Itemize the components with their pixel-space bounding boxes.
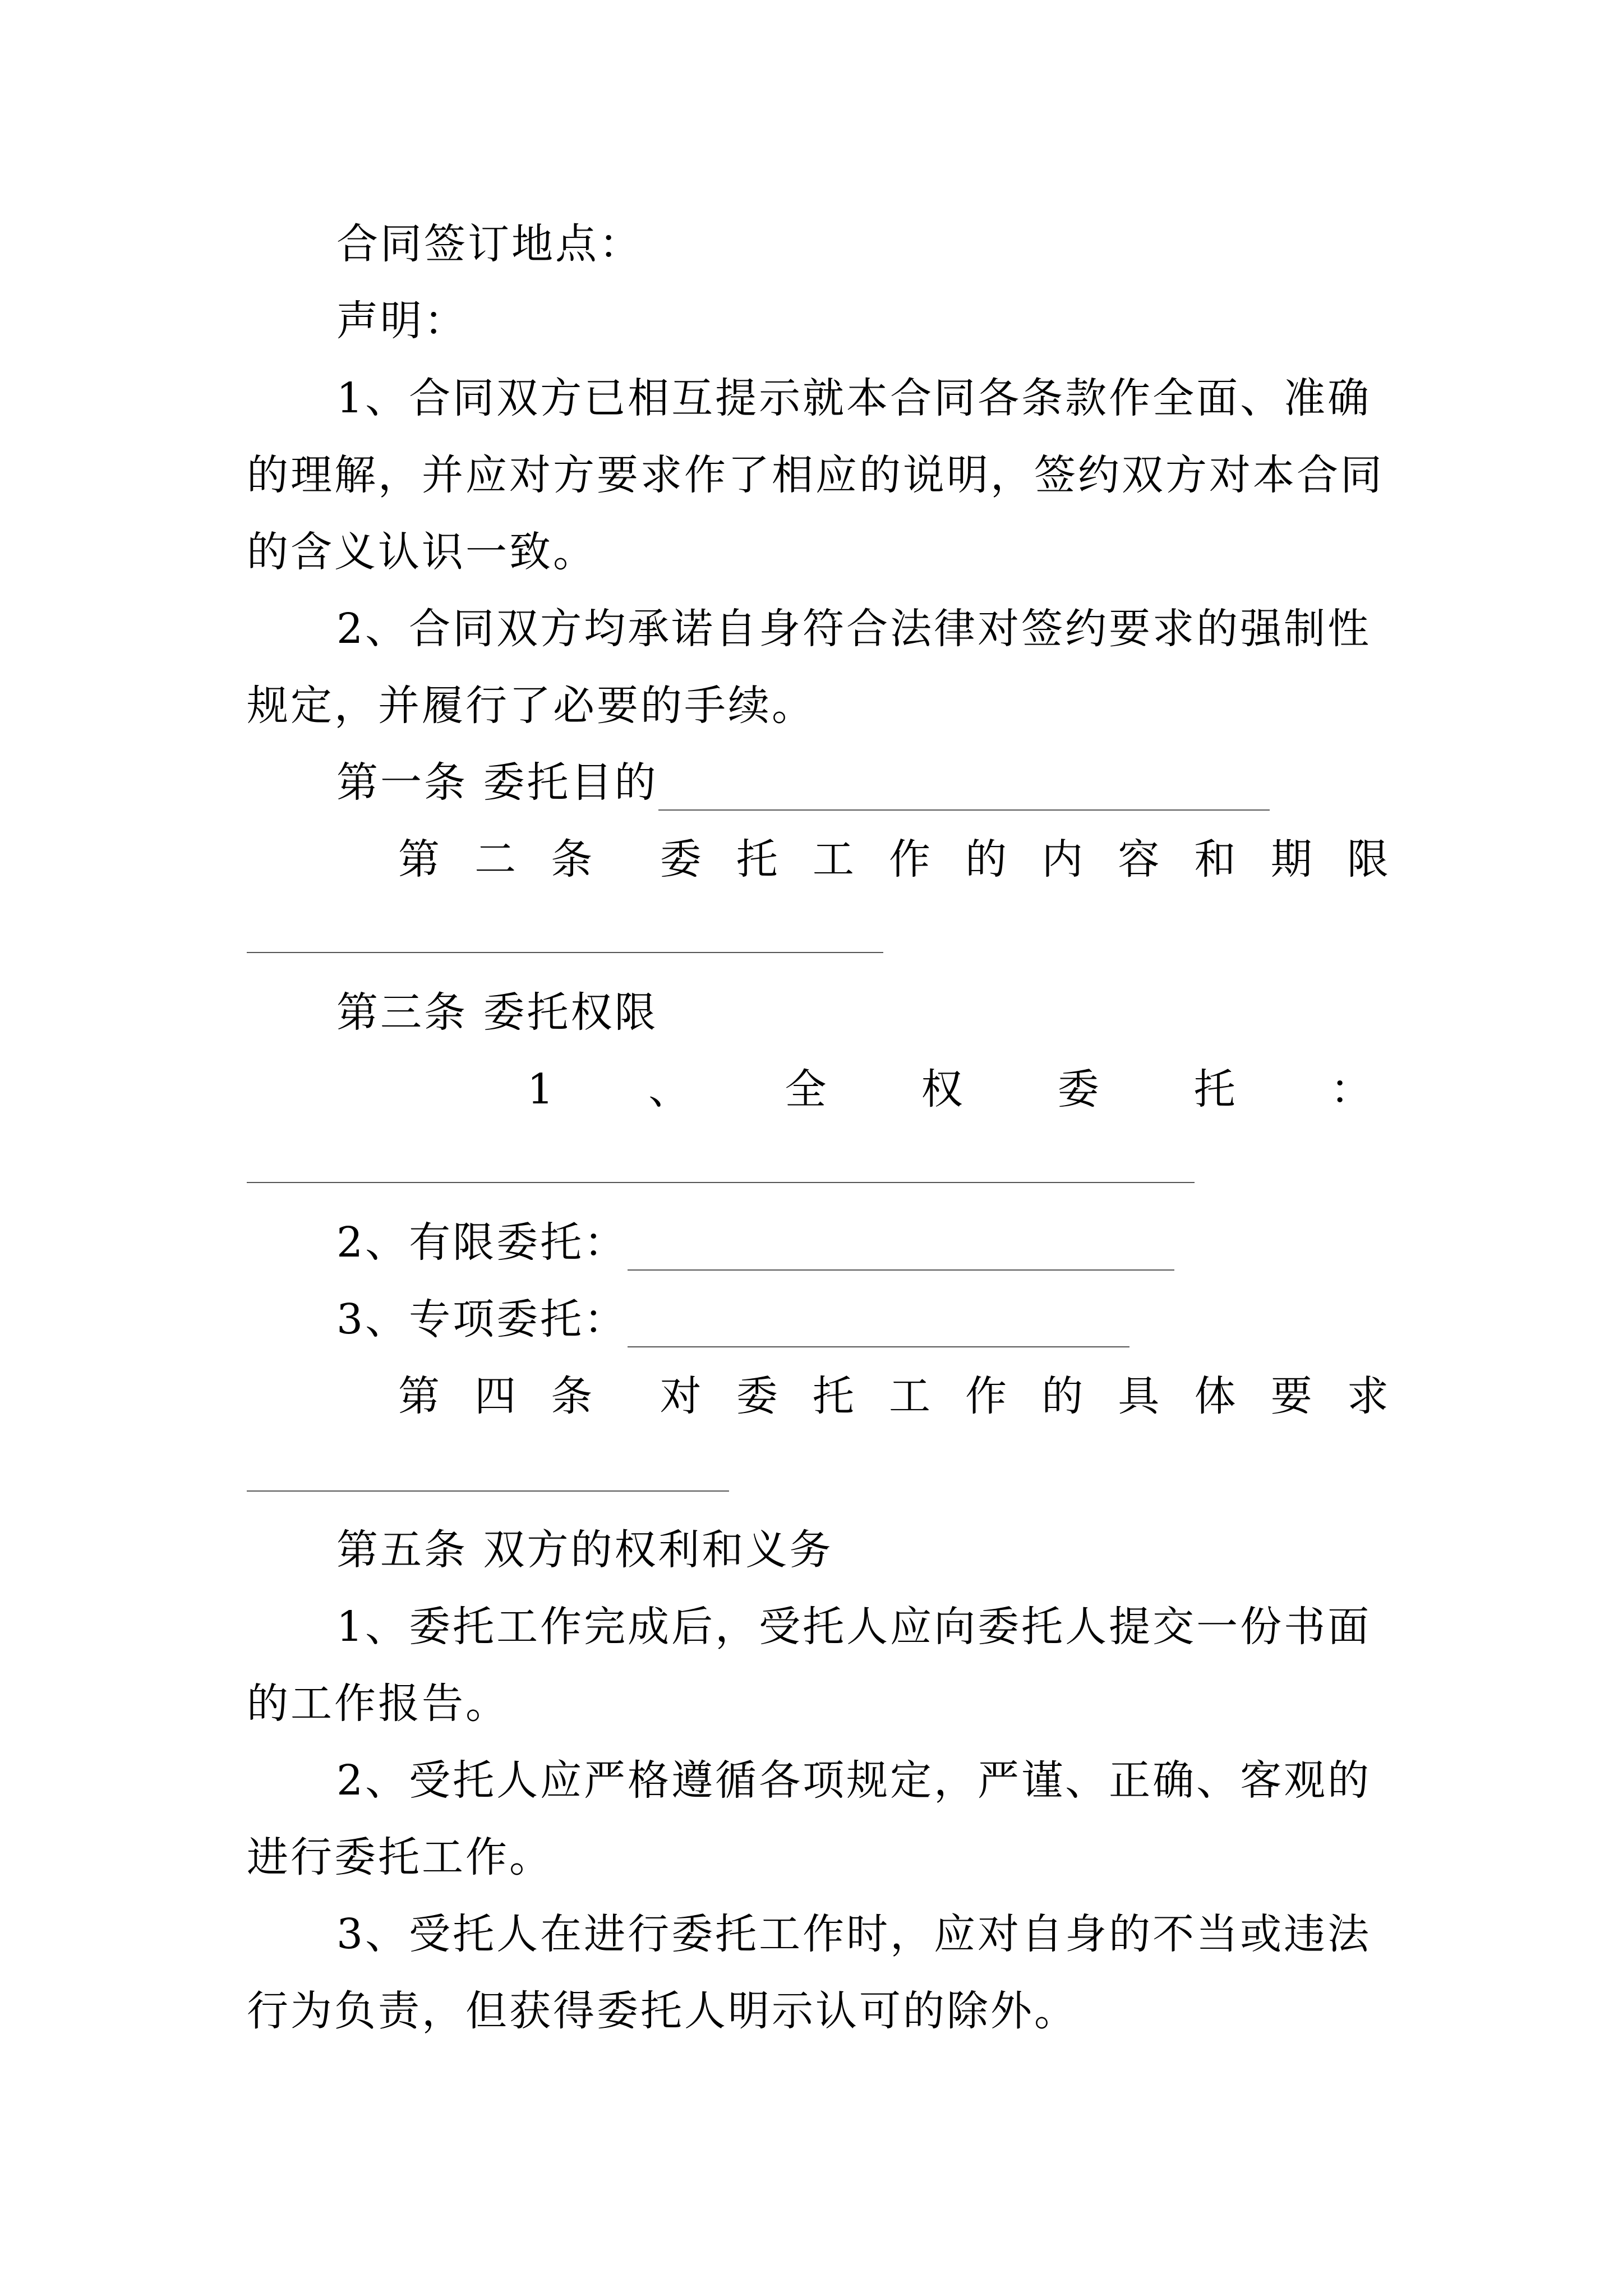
special-authorization-label: 3、专项委托： xyxy=(336,1295,628,1343)
limited-authorization-row xyxy=(336,1214,1391,1271)
signing-place-label: 合同签订地点： xyxy=(336,220,643,268)
full-authorization-row: 1 、 全 权 委 托 ： xyxy=(527,1065,1374,1114)
article-2-blank xyxy=(247,952,883,953)
limited-authorization-label: 2、有限委托： xyxy=(336,1218,628,1267)
article-5-title: 第五条 双方的权利和义务 xyxy=(336,1526,833,1574)
article-1-row xyxy=(336,754,1391,811)
duty-1-line-1: 1、委托工作完成后，受托人应向委托人提交一份书面 xyxy=(336,1603,1372,1651)
duty-3-line-1: 3、受托人在进行委托工作时，应对自身的不当或违法 xyxy=(336,1910,1372,1958)
statement-1-line-2: 的理解，并应对方要求作了相应的说明，签约双方对本合同 xyxy=(247,451,1384,499)
article-2-title: 第 二 条 委 托 工 作 的 内 容 和 期 限 xyxy=(398,835,1391,884)
statement-label: 声明： xyxy=(336,297,468,345)
duty-2-line-1: 2、受托人应严格遵循各项规定，严谨、正确、客观的 xyxy=(336,1756,1372,1805)
duty-1-line-2: 的工作报告。 xyxy=(247,1680,509,1728)
article-4-blank xyxy=(247,1490,729,1492)
duty-3-line-2: 行为负责，但获得委托人明示认可的除外。 xyxy=(247,1987,1078,2035)
article-3-title: 第三条 委托权限 xyxy=(336,988,658,1037)
special-authorization-row xyxy=(336,1291,1391,1347)
article-1-blank xyxy=(658,770,1270,811)
article-4-title: 第 四 条 对 委 托 工 作 的 具 体 要 求 xyxy=(398,1372,1391,1420)
full-authorization-blank xyxy=(247,1182,1195,1183)
statement-2-line-1: 2、合同双方均承诺自身符合法律对签约要求的强制性 xyxy=(336,605,1372,653)
statement-2-line-2: 规定，并履行了必要的手续。 xyxy=(247,682,815,730)
article-1-title: 第一条 委托目的 xyxy=(336,758,658,807)
special-authorization-blank xyxy=(628,1307,1129,1347)
statement-1-line-3: 的含义认识一致。 xyxy=(247,528,597,576)
duty-2-line-2: 进行委托工作。 xyxy=(247,1833,553,1881)
statement-1-line-1: 1、合同双方已相互提示就本合同各条款作全面、准确 xyxy=(336,374,1372,422)
limited-authorization-blank xyxy=(628,1230,1174,1271)
